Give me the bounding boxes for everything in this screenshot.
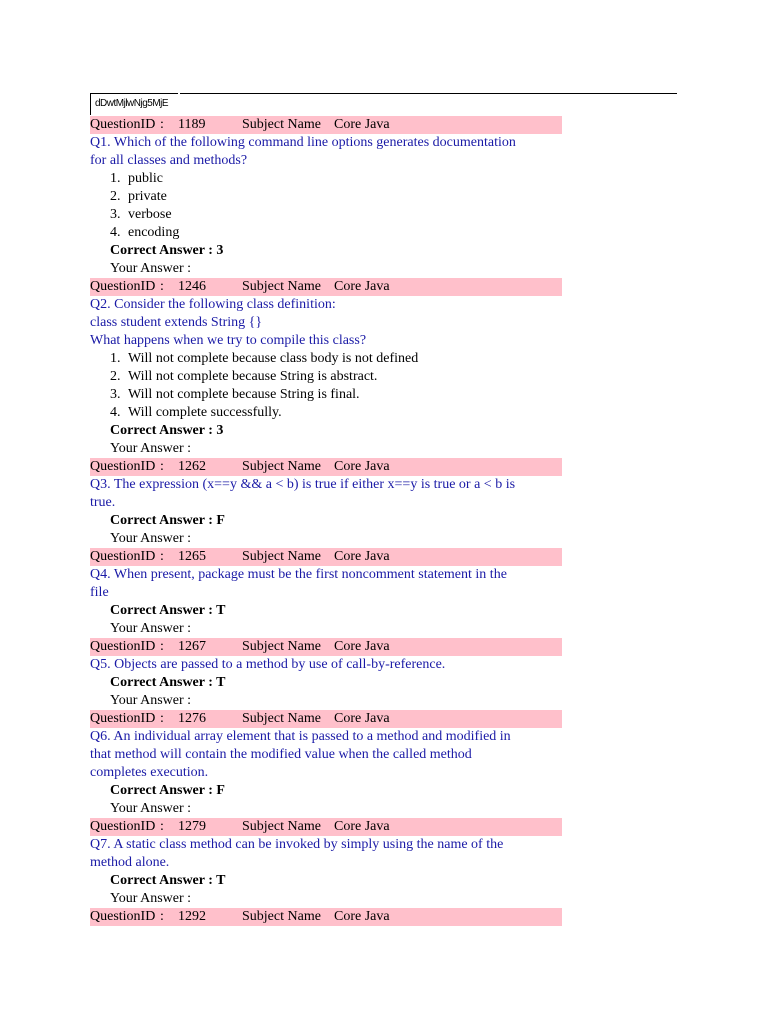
question-block xyxy=(90,908,562,926)
option-text: verbose xyxy=(128,207,172,222)
correct-answer-label: Correct Answer : xyxy=(110,603,217,618)
question-text: completes execution. xyxy=(90,765,209,780)
option-number: 1. xyxy=(110,351,121,366)
subject-name-value: Core Java xyxy=(334,117,390,132)
question-id-colon: : xyxy=(160,711,164,726)
question-id-value: 1276 xyxy=(178,711,206,726)
question-id-label: QuestionID xyxy=(90,711,156,726)
correct-answer xyxy=(90,872,562,890)
question-id-colon: : xyxy=(160,909,164,924)
subject-name-label: Subject Name xyxy=(242,819,321,834)
question-id-row xyxy=(90,458,562,476)
subject-name-label: Subject Name xyxy=(242,639,321,654)
question-block xyxy=(90,278,562,458)
option-text: Will not complete because String is final. xyxy=(128,387,360,402)
correct-answer xyxy=(90,242,562,260)
subject-name-value: Core Java xyxy=(334,459,390,474)
option-number: 4. xyxy=(110,225,121,240)
correct-answer-value: T xyxy=(216,873,226,888)
correct-answer-label: Correct Answer : xyxy=(110,513,217,528)
question-block xyxy=(90,548,562,638)
question-id-value: 1246 xyxy=(178,279,206,294)
subject-name-value: Core Java xyxy=(334,909,390,924)
question-id-colon: : xyxy=(160,549,164,564)
question-id-row xyxy=(90,638,562,656)
question-id-colon: : xyxy=(160,117,164,132)
subject-name-value: Core Java xyxy=(334,279,390,294)
your-answer-label: Your Answer : xyxy=(110,693,192,708)
question-id-value: 1279 xyxy=(178,819,206,834)
option-number: 3. xyxy=(110,387,121,402)
option-item xyxy=(90,206,562,224)
question-text: Q1. Which of the following command line options generates documentation xyxy=(90,135,516,150)
question-text: class student extends String {} xyxy=(90,315,263,330)
question-id-row xyxy=(90,116,562,134)
option-text: Will not complete because class body is not defined xyxy=(128,351,419,366)
question-block xyxy=(90,458,562,548)
question-id-label: QuestionID xyxy=(90,819,156,834)
option-number: 4. xyxy=(110,405,121,420)
question-block xyxy=(90,638,562,710)
subject-name-value: Core Java xyxy=(334,549,390,564)
option-item xyxy=(90,170,562,188)
question-text: for all classes and methods? xyxy=(90,153,248,168)
subject-name-value: Core Java xyxy=(334,711,390,726)
subject-name-value: Core Java xyxy=(334,819,390,834)
question-text: Q6. An individual array element that is passed to a method and modified in xyxy=(90,729,511,744)
correct-answer-value: F xyxy=(216,513,225,528)
question-block xyxy=(90,116,562,278)
question-id-row xyxy=(90,548,562,566)
question-text: What happens when we try to compile this class? xyxy=(90,333,367,348)
correct-answer xyxy=(90,512,562,530)
option-item xyxy=(90,188,562,206)
option-text: public xyxy=(128,171,163,186)
correct-answer-value: F xyxy=(216,783,225,798)
question-id-value: 1292 xyxy=(178,909,206,924)
question-block xyxy=(90,710,562,818)
question-text: method alone. xyxy=(90,855,170,870)
question-id-colon: : xyxy=(160,819,164,834)
header-code: dDwtMjlwNjg5MjE xyxy=(90,93,178,115)
correct-answer-value: 3 xyxy=(216,423,224,438)
question-id-colon: : xyxy=(160,639,164,654)
question-text: file xyxy=(90,585,109,600)
question-text: Q7. A static class method can be invoked by simply using the name of the xyxy=(90,837,504,852)
subject-name-label: Subject Name xyxy=(242,117,321,132)
question-id-row xyxy=(90,710,562,728)
question-id-label: QuestionID xyxy=(90,117,156,132)
option-item xyxy=(90,224,562,242)
correct-answer-label: Correct Answer : xyxy=(110,873,217,888)
correct-answer-value: T xyxy=(216,675,226,690)
subject-name-label: Subject Name xyxy=(242,909,321,924)
option-text: private xyxy=(128,189,167,204)
option-item xyxy=(90,404,562,422)
question-id-label: QuestionID xyxy=(90,279,156,294)
question-id-colon: : xyxy=(160,279,164,294)
your-answer-label: Your Answer : xyxy=(110,261,192,276)
question-id-row xyxy=(90,818,562,836)
options-list xyxy=(90,170,562,242)
correct-answer-label: Correct Answer : xyxy=(110,675,217,690)
option-number: 1. xyxy=(110,171,121,186)
question-text: Q2. Consider the following class definition: xyxy=(90,297,336,312)
your-answer-label: Your Answer : xyxy=(110,441,192,456)
question-block xyxy=(90,818,562,908)
question-id-value: 1267 xyxy=(178,639,206,654)
options-list xyxy=(90,350,562,422)
subject-name-label: Subject Name xyxy=(242,459,321,474)
question-id-row xyxy=(90,278,562,296)
question-id-label: QuestionID xyxy=(90,549,156,564)
question-list xyxy=(90,116,562,926)
question-id-colon: : xyxy=(160,459,164,474)
subject-name-label: Subject Name xyxy=(242,711,321,726)
question-text: Q4. When present, package must be the first noncomment statement in the xyxy=(90,567,507,582)
correct-answer xyxy=(90,782,562,800)
correct-answer-value: T xyxy=(216,603,226,618)
option-text: Will not complete because String is abstract. xyxy=(128,369,378,384)
option-item xyxy=(90,350,562,368)
correct-answer xyxy=(90,674,562,692)
your-answer-label: Your Answer : xyxy=(110,891,192,906)
question-text: that method will contain the modified value when the called method xyxy=(90,747,472,762)
correct-answer-label: Correct Answer : xyxy=(110,423,217,438)
your-answer-label: Your Answer : xyxy=(110,531,192,546)
question-id-label: QuestionID xyxy=(90,459,156,474)
option-text: encoding xyxy=(128,225,180,240)
subject-name-value: Core Java xyxy=(334,639,390,654)
option-number: 2. xyxy=(110,189,121,204)
question-id-label: QuestionID xyxy=(90,909,156,924)
question-text: true. xyxy=(90,495,116,510)
option-item xyxy=(90,386,562,404)
option-item xyxy=(90,368,562,386)
question-id-label: QuestionID xyxy=(90,639,156,654)
correct-answer-label: Correct Answer : xyxy=(110,783,217,798)
your-answer-label: Your Answer : xyxy=(110,801,192,816)
correct-answer xyxy=(90,422,562,440)
correct-answer-label: Correct Answer : xyxy=(110,243,217,258)
question-id-value: 1189 xyxy=(178,117,206,132)
option-text: Will complete successfully. xyxy=(128,405,282,420)
question-id-value: 1262 xyxy=(178,459,206,474)
question-id-value: 1265 xyxy=(178,549,206,564)
subject-name-label: Subject Name xyxy=(242,549,321,564)
option-number: 2. xyxy=(110,369,121,384)
question-text: Q3. The expression (x==y && a < b) is true if either x==y is true or a < b is xyxy=(90,477,516,492)
question-text: Q5. Objects are passed to a method by use of call-by-reference. xyxy=(90,657,446,672)
option-number: 3. xyxy=(110,207,121,222)
your-answer-label: Your Answer : xyxy=(110,621,192,636)
header-rule xyxy=(180,93,677,94)
correct-answer-value: 3 xyxy=(216,243,224,258)
question-id-row xyxy=(90,908,562,926)
correct-answer xyxy=(90,602,562,620)
subject-name-label: Subject Name xyxy=(242,279,321,294)
